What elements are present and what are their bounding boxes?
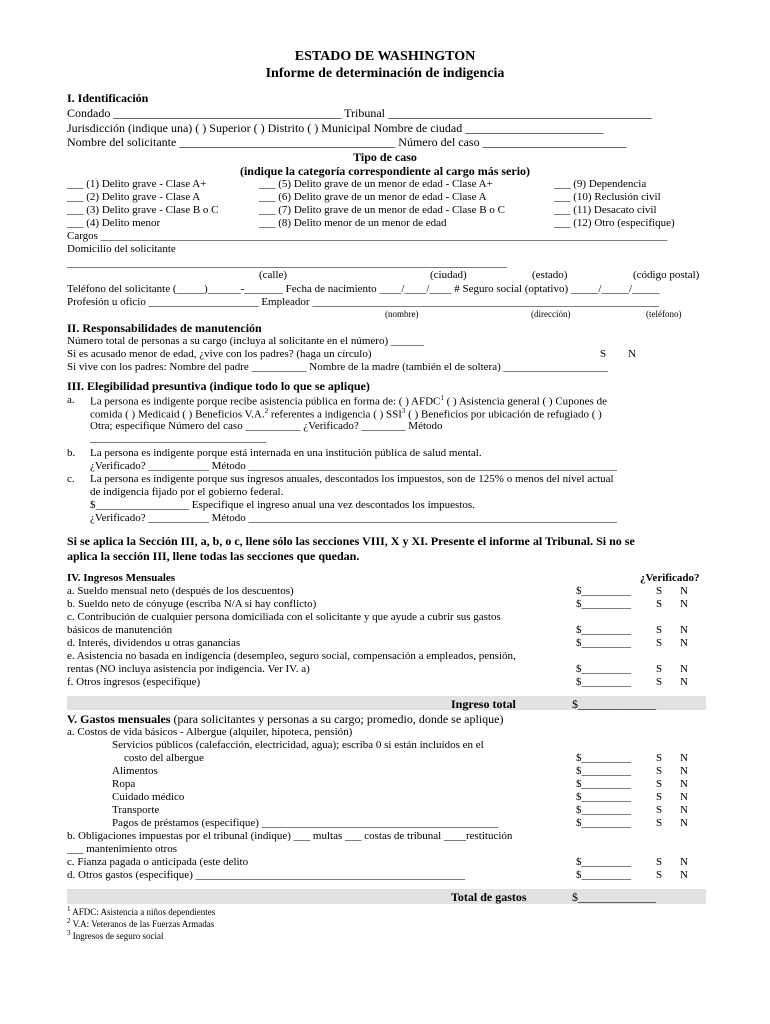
expense-row-label: a. Costos de vida básicos - Albergue (alquiler, hipoteca, pensión) (67, 726, 353, 738)
case-type-option[interactable]: ___ (3) Delito grave - Clase B o C (67, 204, 219, 216)
case-type-option[interactable]: ___ (1) Delito grave - Clase A+ (67, 178, 207, 190)
yes-option[interactable]: S (600, 348, 607, 360)
yes-option[interactable]: S (656, 624, 663, 636)
yes-option[interactable]: S (656, 856, 663, 868)
income-row-label: d. Interés, dividendos u otras ganancias (67, 637, 241, 649)
street-caption: (calle) (259, 269, 288, 281)
expense-total-label: Total de gastos (451, 890, 527, 904)
footnote: $^2$ V.A: Veteranos de las Fuerzas Armadas (67, 917, 215, 929)
state-caption: (estado) (532, 269, 568, 281)
case-type-option[interactable]: ___ (7) Delito grave de un menor de edad - Clase B o C (259, 204, 505, 216)
yes-option[interactable]: S (656, 752, 663, 764)
no-option[interactable]: N (680, 637, 688, 649)
yes-option[interactable]: S (656, 676, 663, 688)
amount-field[interactable]: $_________ (576, 752, 631, 764)
court-obligations-field[interactable]: b. Obligaciones impuestas por el tribunal (indique) ___ multas ___ costas de tribunal ____restitución (67, 830, 513, 842)
income-row-label: b. Sueldo neto de cónyuge (escriba N/A si hay conflicto) (67, 598, 317, 610)
case-type-subtitle: (indique la categoría correspondiente al cargo más serio) (239, 164, 531, 178)
phone-caption: (teléfono) (646, 309, 682, 319)
amount-field[interactable]: $_________ (576, 778, 631, 790)
yes-option[interactable]: S (656, 869, 663, 881)
section-5-heading: V. Gastos mensuales (para solicitantes y personas a su cargo; promedio, donde se aplique) (67, 712, 504, 726)
amount-field[interactable]: $_________ (576, 765, 631, 777)
income-total-label: Ingreso total (451, 697, 516, 711)
case-type-option[interactable]: ___ (4) Delito menor (67, 217, 161, 229)
case-type-option[interactable]: ___ (9) Dependencia (554, 178, 647, 190)
expense-row-label: Alimentos (112, 765, 158, 777)
no-option[interactable]: N (680, 791, 688, 803)
footnote: $^3$ Ingresos de seguro social (67, 929, 164, 941)
public-assistance-options-2[interactable]: comida ( ) Medicaid ( ) Beneficios V.A.$^2$ referentes a indigencia ( ) SSI$^3$ ( ) Beneficios por ubicación de refugiado ( ) (90, 407, 602, 421)
expense-row-label: Ropa (112, 778, 136, 790)
address-label: Domicilio del solicitante (67, 243, 176, 255)
amount-field[interactable]: $_________ (576, 676, 631, 688)
no-option[interactable]: N (680, 663, 688, 675)
no-option[interactable]: N (680, 624, 688, 636)
verified-method-field[interactable]: ¿Verificado? ___________ Método ___________________________________________________________________ (90, 460, 618, 472)
item-letter: b. (67, 447, 76, 459)
verified-method-field[interactable]: ¿Verificado? ___________ Método ___________________________________________________________________ (90, 512, 618, 524)
occupation-employer-field[interactable]: Profesión u oficio ____________________ Empleador _______________________________________________________________ (67, 296, 659, 308)
parents-names-field[interactable]: Si vive con los padres: Nombre del padre __________ Nombre de la madre (también el de soltera) ___________________ (67, 361, 609, 373)
loan-payments-field[interactable]: Pagos de préstamos (especifique) ___________________________________________ (112, 817, 499, 829)
case-type-option[interactable]: ___ (8) Delito menor de un menor de edad (259, 217, 447, 229)
expense-row-label: costo del albergue (124, 752, 204, 764)
yes-option[interactable]: S (656, 804, 663, 816)
case-type-option[interactable]: ___ (6) Delito grave de un menor de edad - Clase A (259, 191, 487, 203)
county-court-field[interactable]: Condado ______________________________________ Tribunal ____________________________________________ (67, 106, 653, 120)
no-option[interactable]: N (628, 348, 636, 360)
yes-option[interactable]: S (656, 637, 663, 649)
section-1-heading: I. Identificación (67, 91, 149, 105)
mental-health-statement: La persona es indigente porque está internada en una institución pública de salud mental. (90, 447, 482, 459)
section-4-heading: IV. Ingresos Mensuales (67, 572, 176, 584)
court-obligations-field-2[interactable]: ___ mantenimiento otros (67, 843, 177, 855)
item-letter: a. (67, 394, 75, 406)
name-caption: (nombre) (385, 309, 419, 319)
yes-option[interactable]: S (656, 585, 663, 597)
expense-row-label: Cuidado médico (112, 791, 185, 803)
address-field[interactable]: ________________________________________________________________________________ (67, 257, 507, 269)
instructions-notice: Si se aplica la Sección III, a, b, o c, llene sólo las secciones VIII, X y XI. Presente el informe al Tribunal. Si no se (67, 534, 635, 548)
city-caption: (ciudad) (430, 269, 467, 281)
income-row-label: a. Sueldo mensual neto (después de los descuentos) (67, 585, 294, 597)
item-letter: c. (67, 473, 75, 485)
yes-option[interactable]: S (656, 663, 663, 675)
income-row-label: básicos de manutención (67, 624, 173, 636)
other-expenses-field[interactable]: d. Otros gastos (especifique) _________________________________________________ (67, 869, 466, 881)
no-option[interactable]: N (680, 817, 688, 829)
form-subtitle: Informe de determinación de indigencia (265, 66, 505, 81)
amount-field[interactable]: $_________ (576, 869, 631, 881)
no-option[interactable]: N (680, 869, 688, 881)
yes-option[interactable]: S (656, 765, 663, 777)
no-option[interactable]: N (680, 856, 688, 868)
case-type-option[interactable]: ___ (10) Reclusión civil (554, 191, 661, 203)
amount-field[interactable]: $_________ (576, 637, 631, 649)
amount-field[interactable]: $_________ (576, 663, 631, 675)
other-assistance-field[interactable]: Otra; especifique Número del caso __________ ¿Verificado? ________ Método (90, 420, 443, 432)
income-row-label: rentas (NO incluya asistencia por indigencia. Ver IV. a) (67, 663, 310, 675)
charges-field[interactable]: Cargos _______________________________________________________________________________________________________ (67, 230, 668, 242)
zip-caption: (código postal) (633, 269, 700, 281)
amount-field[interactable]: $_________ (576, 624, 631, 636)
case-type-option[interactable]: ___ (12) Otro (especifique) (554, 217, 675, 229)
section-3-heading: III. Elegibilidad presuntiva (indique todo lo que se aplique) (67, 379, 370, 393)
amount-field[interactable]: $_________ (576, 856, 631, 868)
yes-option[interactable]: S (656, 598, 663, 610)
no-option[interactable]: N (680, 804, 688, 816)
applicant-case-field[interactable]: Nombre del solicitante ____________________________________ Número del caso ________________________ (67, 135, 627, 149)
phone-birth-ssn-field[interactable]: Teléfono del solicitante (_____)______-_______ Fecha de nacimiento ____/____/____ # Seguro social (optativo) _____/_____/_____ (67, 283, 660, 295)
yes-option[interactable]: S (656, 778, 663, 790)
no-option[interactable]: N (680, 598, 688, 610)
amount-field[interactable]: $_________ (576, 598, 631, 610)
public-assistance-options[interactable]: La persona es indigente porque recibe asistencia pública en forma de: ( ) AFDC$^1$ ( ) Asistencia general ( ) Cupones de (90, 394, 607, 408)
amount-field[interactable]: $_________ (576, 804, 631, 816)
verified-column-header: ¿Verificado? (640, 572, 700, 584)
no-option[interactable]: N (680, 676, 688, 688)
expense-row-label: Servicios públicos (calefacción, electricidad, agua); escriba 0 si están incluídos en el (112, 739, 484, 751)
expense-row-label: Transporte (112, 804, 160, 816)
case-type-title: Tipo de caso (353, 150, 417, 164)
amount-field[interactable]: $_________ (576, 791, 631, 803)
income-row-label: e. Asistencia no basada en indigencia (desempleo, seguro social, compensación a empleados, pensión, (67, 650, 516, 662)
no-option[interactable]: N (680, 778, 688, 790)
expense-total-field[interactable]: $_____________ (572, 890, 656, 904)
yes-option[interactable]: S (656, 817, 663, 829)
annual-income-field[interactable]: $_________________ Especifique el ingreso anual una vez descontados los impuestos. (90, 499, 475, 511)
income-row-label: c. Contribución de cualquier persona domiciliada con el solicitante y que ayude a cubrir sus gastos (67, 611, 501, 623)
yes-option[interactable]: S (656, 791, 663, 803)
income-statement-2: de indigencia fijado por el gobierno federal. (90, 486, 284, 498)
no-option[interactable]: N (680, 765, 688, 777)
jurisdiction-field[interactable]: Jurisdicción (indique una) ( ) Superior ( ) Distrito ( ) Municipal Nombre de ciudad _______________________ (67, 121, 604, 135)
case-type-option[interactable]: ___ (5) Delito grave de un menor de edad - Clase A+ (259, 178, 493, 190)
method-line[interactable]: ________________________________ (90, 432, 266, 444)
footnote: $^1$ AFDC: Asistencia a niños dependientes (67, 905, 216, 917)
amount-field[interactable]: $_________ (576, 817, 631, 829)
instructions-notice-2: aplica la sección III, llene todas las secciones que quedan. (67, 549, 360, 563)
minor-lives-parents-question: Si es acusado menor de edad, ¿vive con los padres? (haga un círculo) (67, 348, 372, 360)
no-option[interactable]: N (680, 585, 688, 597)
address-caption: (dirección) (531, 309, 571, 319)
expense-row-label: c. Fianza pagada o anticipada (este delito (67, 856, 249, 868)
section-2-heading: II. Responsabilidades de manutención (67, 321, 262, 335)
income-row-label: f. Otros ingresos (especifique) (67, 676, 201, 688)
case-type-option[interactable]: ___ (2) Delito grave - Clase A (67, 191, 201, 203)
form-title: ESTADO DE WASHINGTON (294, 49, 476, 64)
dependents-field[interactable]: Número total de personas a su cargo (incluya al solicitante en el número) ______ (67, 335, 424, 347)
amount-field[interactable]: $_________ (576, 585, 631, 597)
no-option[interactable]: N (680, 752, 688, 764)
income-statement: La persona es indigente porque sus ingresos anuales, descontados los impuestos, son de 125% o menos del nivel actual (90, 473, 614, 485)
income-total-field[interactable]: $_____________ (572, 697, 656, 711)
case-type-option[interactable]: ___ (11) Desacato civil (554, 204, 657, 216)
